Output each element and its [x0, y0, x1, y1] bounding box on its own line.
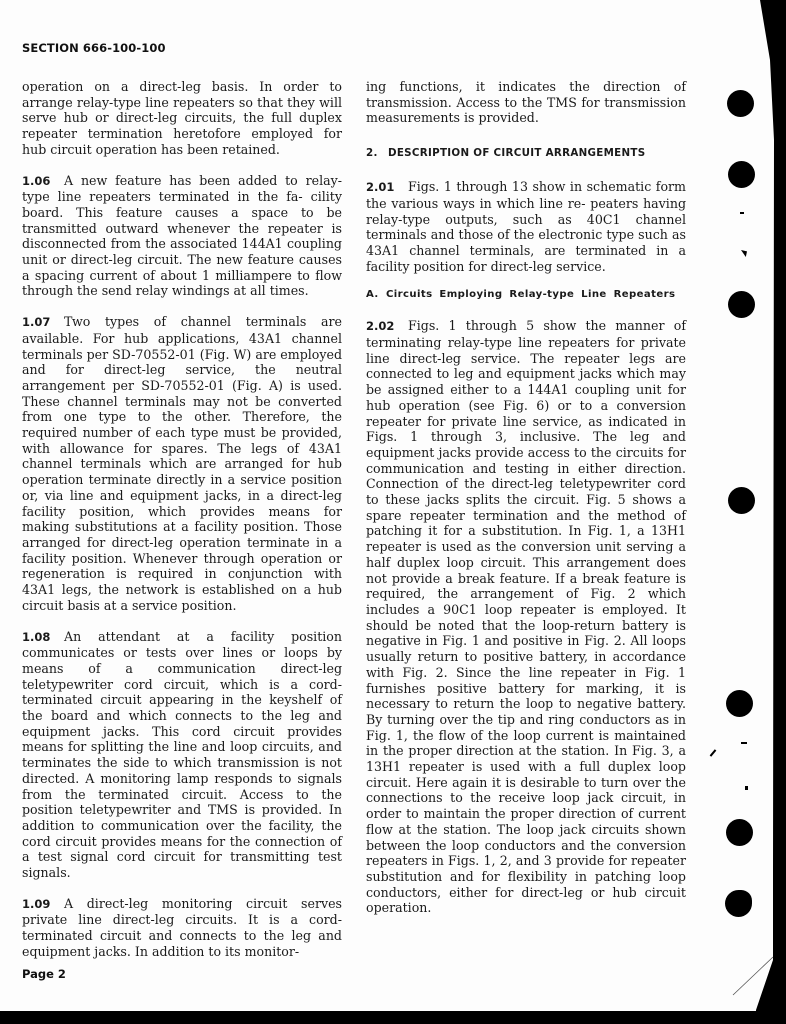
- paragraph-1-06: [22, 173, 342, 300]
- paragraph-1-09: [22, 896, 342, 960]
- paragraph-first-lines: Figs. 1 through 13 show in schematic form the various ways in which line re-: [366, 179, 686, 211]
- binder-hole-icon: [727, 90, 754, 117]
- scan-speck-icon: [740, 212, 744, 214]
- section-title: DESCRIPTION OF CIRCUIT ARRANGEMENTS: [388, 147, 646, 160]
- paragraph-number: 1.08: [22, 629, 51, 644]
- paragraph-number: 2.02: [366, 319, 395, 334]
- binder-hole-icon: [728, 161, 755, 188]
- paragraph-number: 1.06: [22, 173, 51, 188]
- page-fold-line: [730, 955, 776, 1015]
- binder-hole-icon: [728, 291, 755, 318]
- paragraph-body: cord-terminated circuit and connects to the leg and equipment jacks. In addition to its monitor-: [22, 912, 342, 959]
- paragraph-body: private line direct-leg service. The repeater legs are connected to leg and equipment jacks which may be assigned either to a 144A1 coupling unit for hub operation (see Fig. 6) or to a conversion repeater for private line service, as indicated in Figs. 1 through 3, inclusive. The leg and equipment jacks provide access to the circuits for communication and testing in either direction. Connection of the direct-leg teletypewriter cord to these jacks splits the circuit. Fig. 5 shows a spare repeater termination and the method of patching it for a substitution. In Fig. 1, a 13H1 repeater is used as the conversion unit serving a half duplex loop circuit. This arrangement does not provide a break feature. If a break feature is required, the arrangement of Fig. 2 which includes a 90C1 loop repeater is employed. It should be noted that the loop-return battery is negative in Fig. 1 and positive in Fig. 2. All loops usually return to positive battery, in accordance with Fig. 2. Since the line repeater in Fig. 1 furnishes positive battery for marking, it is necessary to return the loop to negative battery. By turning over the tip and ring conductors as in Fig. 1, the flow of the loop current is maintained in the proper direction at the station. In Fig. 3, a 13H1 repeater is used with a full duplex loop circuit. Here again it is desirable to turn over the connections to the receive loop jack circuit, in order to maintain the proper direction of current flow at the station. The loop jack circuits shown between the loop conductors and the conversion repeaters in Figs. 1, 2, and 3 provide for repeater substitution and for flexibility in patching loop conductors, either for direct-leg or hub circuit operation.: [366, 335, 686, 916]
- scan-speck-icon: [710, 749, 717, 756]
- binder-hole-icon: [725, 890, 752, 917]
- paragraph-body: means of a communication direct-leg teletypewriter cord circuit, which is a cord-terminated circuit appearing in the keyshelf of the board and which connects to the leg and equipment jacks. This cord circuit provides means for splitting the line and loop circuits, and terminates the side to which transmission is not directed. A monitoring lamp responds to signals from the terminated circuit. Access to the position teletypewriter and TMS is provided. In addition to communication over the facility, the cord circuit provides means for the connection of a test signal cord circuit for transmitting test signals.: [22, 660, 342, 881]
- paragraph-first-lines: An attendant at a facility position communicates or tests over lines or loops by: [22, 628, 342, 661]
- scan-speck-icon: [745, 786, 748, 790]
- paragraph-first-lines: A direct-leg monitoring circuit serves private line direct-leg circuits. It is a: [22, 895, 342, 928]
- paragraph-number: 1.09: [22, 896, 51, 911]
- paragraph-1-08: [22, 629, 342, 881]
- paragraph-intro-continued: operation on a direct-leg basis. In order to arrange relay-type line repeaters so that they will serve hub or direct-leg circuits, the full duplex repeater termination heretofore employed for hub circuit operation has been retained.: [22, 79, 342, 157]
- page-number: Page 2: [22, 967, 66, 981]
- paragraph-body: cility board. This feature causes a space to be transmitted outward whenever the repeater is disconnected from the associated 144A1 coupling unit or direct-leg circuit. The new feature causes a spacing current of about 1 milliampere to flow through the send relay windings at all times.: [22, 189, 342, 299]
- section-header: SECTION 666-100-100: [22, 41, 166, 55]
- scan-border-right: [756, 0, 786, 1024]
- scan-speck-icon: [741, 250, 747, 257]
- paragraph-1-09-continued: ing functions, it indicates the direction of transmission. Access to the TMS for transmission measurements is provided.: [366, 79, 686, 126]
- paragraph-1-07: [22, 314, 342, 613]
- paragraph-first-lines: Two types of channel terminals are available. For hub applications, 43A1 channel: [22, 314, 342, 346]
- scan-border-bottom: [0, 1011, 786, 1024]
- subsection-heading-a: [366, 289, 686, 300]
- binder-hole-icon: [728, 487, 755, 514]
- subsection-title: Circuits Employing Relay-type Line Repeaters: [386, 289, 676, 301]
- binder-hole-icon: [726, 819, 753, 846]
- paragraph-body: terminals per SD-70552-01 (Fig. W) are employed and for direct-leg service, the neutral arrangement per SD-70552-01 (Fig. A) is used. These channel terminals may not be converted from one type to the other. Therefore, the required number of each type must be provided, with allowance for spares. The legs of 43A1 channel terminals which are arranged for hub operation terminate directly in a service position or, via line and equipment jacks, in a direct-leg facility position, which provides means for making substitutions at a facility position. Those arranged for direct-leg operation terminate in a facility position. Whenever through operation or regeneration is required in conjunction with 43A1 legs, the network is established on a hub circuit basis at a service position.: [22, 346, 343, 613]
- paragraph-first-lines: Figs. 1 through 5 show the manner of terminating relay-type line repeaters for: [366, 318, 686, 351]
- left-column: [22, 79, 342, 975]
- subsection-letter: A.: [366, 289, 379, 301]
- paragraph-2-01: [366, 179, 686, 274]
- paragraph-number: 1.07: [22, 315, 51, 330]
- section-heading-2: [366, 147, 686, 159]
- section-number: 2.: [366, 147, 378, 160]
- paragraph-body: peaters having relay-type outputs, such as 40C1 channel terminals and those of the electronic type such as 43A1 channel terminals, are terminated in a facility position for direct-leg service.: [366, 195, 687, 274]
- paragraph-first-lines: A new feature has been added to relay-type line repeaters terminated in the fa-: [22, 172, 342, 205]
- right-column: [366, 79, 686, 931]
- paragraph-2-02: [366, 318, 686, 916]
- binder-hole-icon: [726, 690, 753, 717]
- scan-speck-icon: [741, 742, 747, 744]
- paragraph-number: 2.01: [366, 180, 395, 195]
